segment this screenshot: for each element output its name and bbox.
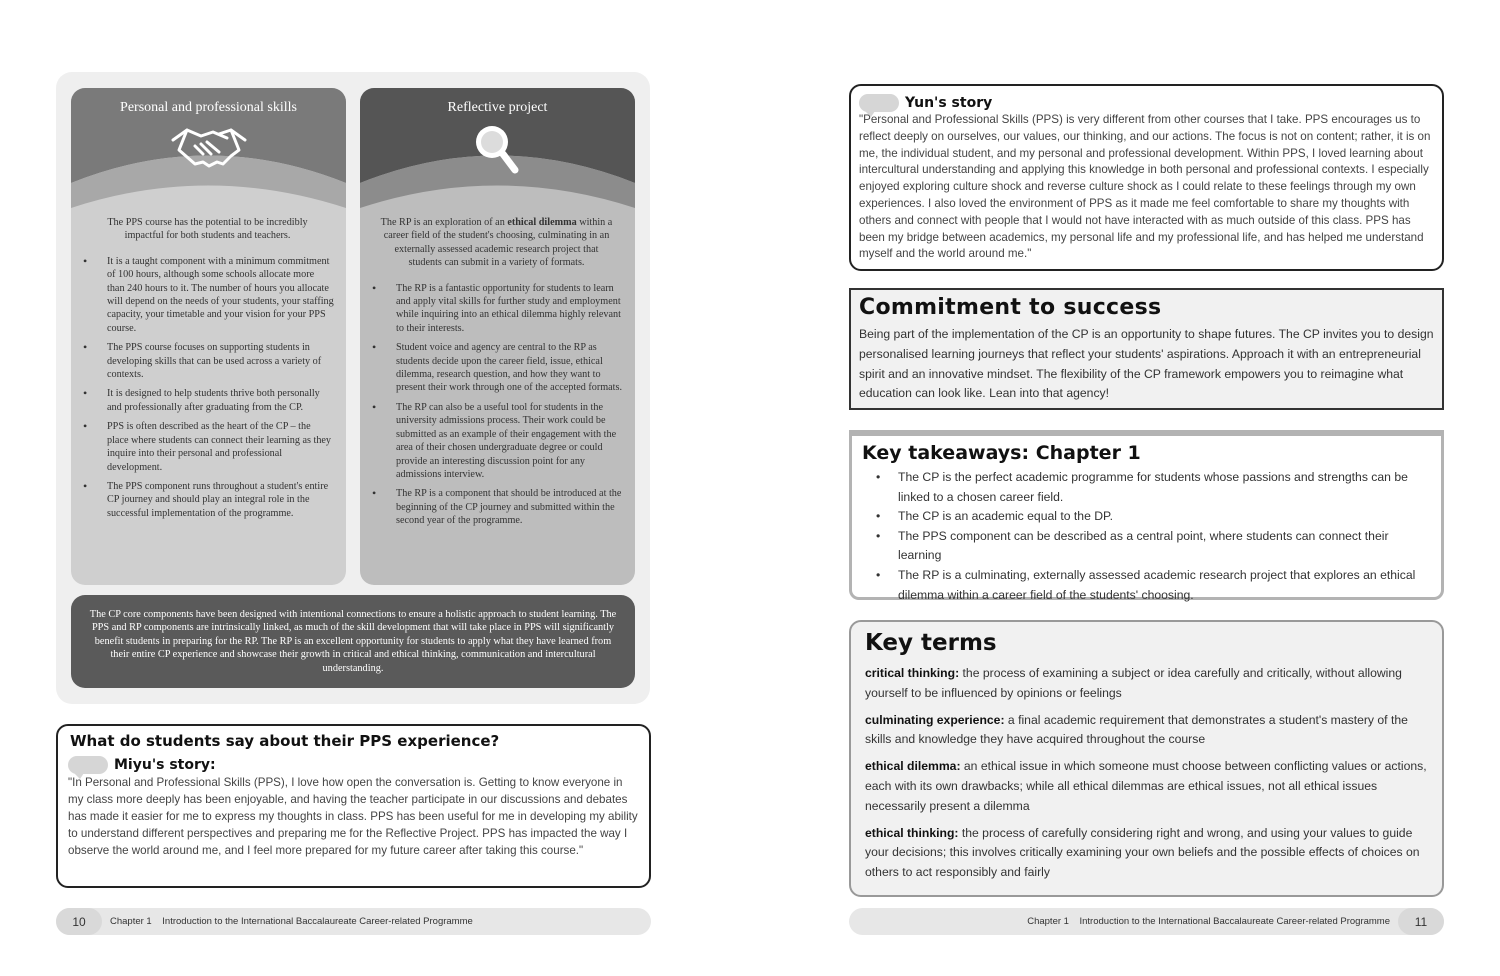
rp-intro-emphasis: ethical dilemma — [507, 217, 577, 228]
rp-intro: The RP is an exploration of an ethical dilemma within a career field of the student's choosing, culminating in an externally assessed academic research project that students can submit in a variety of formats. — [380, 217, 613, 269]
key-takeaways-list — [862, 468, 1431, 605]
term-name: critical thinking: — [865, 666, 960, 680]
term-entry — [865, 824, 1428, 883]
handshake-icon — [169, 122, 249, 170]
pps-bullet: • It is designed to help students thrive both personally and professionally after graduating from the CP. — [81, 387, 334, 414]
rp-bullet: • The RP can also be a useful tool for students in the university admissions process. Their work could be submitted as an example of their engagement with the area of their chosen undergraduate degree or could provide an interesting discussion point for any admissions interview. — [370, 401, 623, 481]
rp-bullet-list — [370, 282, 623, 528]
rp-card-title: Reflective project — [447, 100, 548, 115]
miyu-story-name: Miyu's story: — [114, 757, 216, 773]
pps-card — [71, 88, 346, 585]
rp-bullet: • Student voice and agency are central to the RP as students decide upon the career field, issue, ethical dilemma, research question, and how they want to present their work through one of the accepted formats. — [370, 341, 623, 395]
students-experience-box — [56, 724, 651, 888]
key-takeaways-box — [849, 430, 1444, 600]
term-definition: a final academic requirement that demonstrates a student's mastery of the skills and knowledge they have acquired throughout the course — [865, 712, 1408, 747]
commitment-box — [849, 288, 1444, 410]
commitment-text: Being part of the implementation of the CP is an opportunity to shape futures. The CP invites you to design personalised learning journeys that reflect your students' aspirations. Approach it with an entrepreneurial spirit and an innovative mindset. The flexibility of the CP framework empowers you to reimagine what education can look like. Lean into that agency! — [859, 327, 1434, 401]
yun-story-box — [849, 84, 1444, 271]
pps-bullet-list — [81, 255, 334, 520]
key-terms-box — [849, 620, 1444, 897]
pps-intro: The PPS course has the potential to be incredibly impactful for both students and teachers. — [107, 217, 308, 242]
miyu-story-text: "In Personal and Professional Skills (PPS), I love how open the conversation is. Getting to know everyone in my class more deeply has been enjoyable, and having the teacher participate in our discussions and debates has made it easier for me to express my thoughts in class. PPS has been useful for me in developing my ability to understand different perspectives and preparing me for the Reflective Project. PPS has impacted the way I observe the world around me, and I feel more prepared for my future career after taking this course." — [68, 776, 638, 857]
yun-story-text: "Personal and Professional Skills (PPS) is very different from other courses that I take. PPS encourages us to reflect deeply on ourselves, our values, our thinking, and our actions. The focus is not on content; rather, it is on me, the individual student, and my personal and professional development. Within PPS, I loved learning about intercultural understanding and applying this knowledge in both personal and professional contexts. I especially enjoyed exploring culture shock and reverse culture shock as I could relate to these feelings through my own experiences. I also loved the environment of PPS as it made me feel comfortable to share my thoughts with others and connect with people that I would not have interacted with as much outside of this class. PPS has been my bridge between academics, my personal life and my professional life, and has helped me understand myself and the world around me." — [859, 113, 1431, 261]
speech-bubble-icon — [859, 94, 899, 112]
rp-card — [360, 88, 635, 585]
miyu-story-header — [68, 756, 639, 774]
footer-left — [56, 908, 651, 935]
term-name: ethical dilemma: — [865, 759, 961, 774]
term-name: culminating experience: — [865, 712, 1005, 727]
running-title: Chapter 1 Introduction to the International Baccalaureate Career-related Programme — [110, 916, 473, 927]
term-name: ethical thinking: — [865, 825, 959, 840]
takeaway-item: • The CP is an academic equal to the DP. — [862, 507, 1431, 527]
pps-bullet: • The PPS course focuses on supporting students in developing skills that can be used across a variety of contexts. — [81, 341, 334, 381]
commitment-title: Commitment to success — [859, 295, 1162, 320]
term-definition: an ethical issue in which someone must choose between conflicting values or actions, each with its own drawbacks; while all ethical dilemmas are ethical issues, not all ethical issues necessarily present a dilemma — [865, 759, 1427, 813]
pps-bullet: • The PPS component runs throughout a student's entire CP journey and should play an integral role in the successful implementation of the programme. — [81, 480, 334, 520]
takeaway-item: • The PPS component can be described as a central point, where students can connect their learning — [862, 527, 1431, 566]
pps-bullet: • PPS is often described as the heart of the CP – the place where students can connect their learning as they inquire into their personal and professional development. — [81, 420, 334, 474]
magnifier-icon — [468, 122, 528, 174]
page-number: 10 — [56, 908, 102, 935]
rp-bullet: • The RP is a fantastic opportunity for students to learn and apply vital skills for further study and employment while inquiring into an ethical dilemma highly relevant to their interests. — [370, 282, 623, 336]
speech-bubble-icon — [68, 756, 108, 774]
term-entry — [865, 711, 1428, 751]
term-entry — [865, 664, 1428, 704]
pps-card-title: Personal and professional skills — [120, 100, 297, 115]
pps-bullet: • It is a taught component with a minimum commitment of 100 hours, although some schools allocate more than 240 hours to it. The number of hours you allocate will depend on the needs of your students, your staffing capacity, your timetable and your vision for your PPS course. — [81, 255, 334, 335]
students-title: What do students say about their PPS experience? — [70, 732, 500, 750]
term-entry — [865, 757, 1428, 816]
term-definition: the process of examining a subject or idea carefully and critically, without allowing yourself to be influenced by opinions or feelings — [865, 666, 1402, 700]
takeaway-item: • The CP is the perfect academic programme for students whose passions and strengths can be linked to a chosen career field. — [862, 468, 1431, 507]
yun-story-name: Yun's story — [905, 95, 993, 111]
running-title: Chapter 1 Introduction to the International Baccalaureate Career-related Programme — [1027, 916, 1390, 927]
takeaway-item: • The RP is a culminating, externally assessed academic research project that explores an ethical dilemma within a career field of the students' choosing. — [862, 566, 1431, 605]
yun-story-header — [859, 94, 1434, 112]
key-takeaways-title: Key takeaways: Chapter 1 — [862, 442, 1141, 464]
page-number: 11 — [1398, 908, 1444, 935]
footer-right — [849, 908, 1444, 935]
term-definition: the process of carefully considering right and wrong, and using your values to guide your decisions; this involves critically examining your own beliefs and the possible effects of choices on others to act responsibly and fairly — [865, 825, 1420, 880]
rp-bullet: • The RP is a component that should be introduced at the beginning of the CP journey and submitted within the second year of the programme. — [370, 487, 623, 527]
key-terms-title: Key terms — [865, 630, 997, 656]
core-summary-box: The CP core components have been designed with intentional connections to ensure a holistic approach to student learning. The PPS and RP components are intrinsically linked, as much of the skill development that will take place in PPS will significantly benefit students in preparing for the RP. The RP is an excellent opportunity for students to apply what they have learned from their entire CP experience and showcase their growth in critical and ethical thinking, communication and intercultural understanding. — [71, 595, 635, 688]
